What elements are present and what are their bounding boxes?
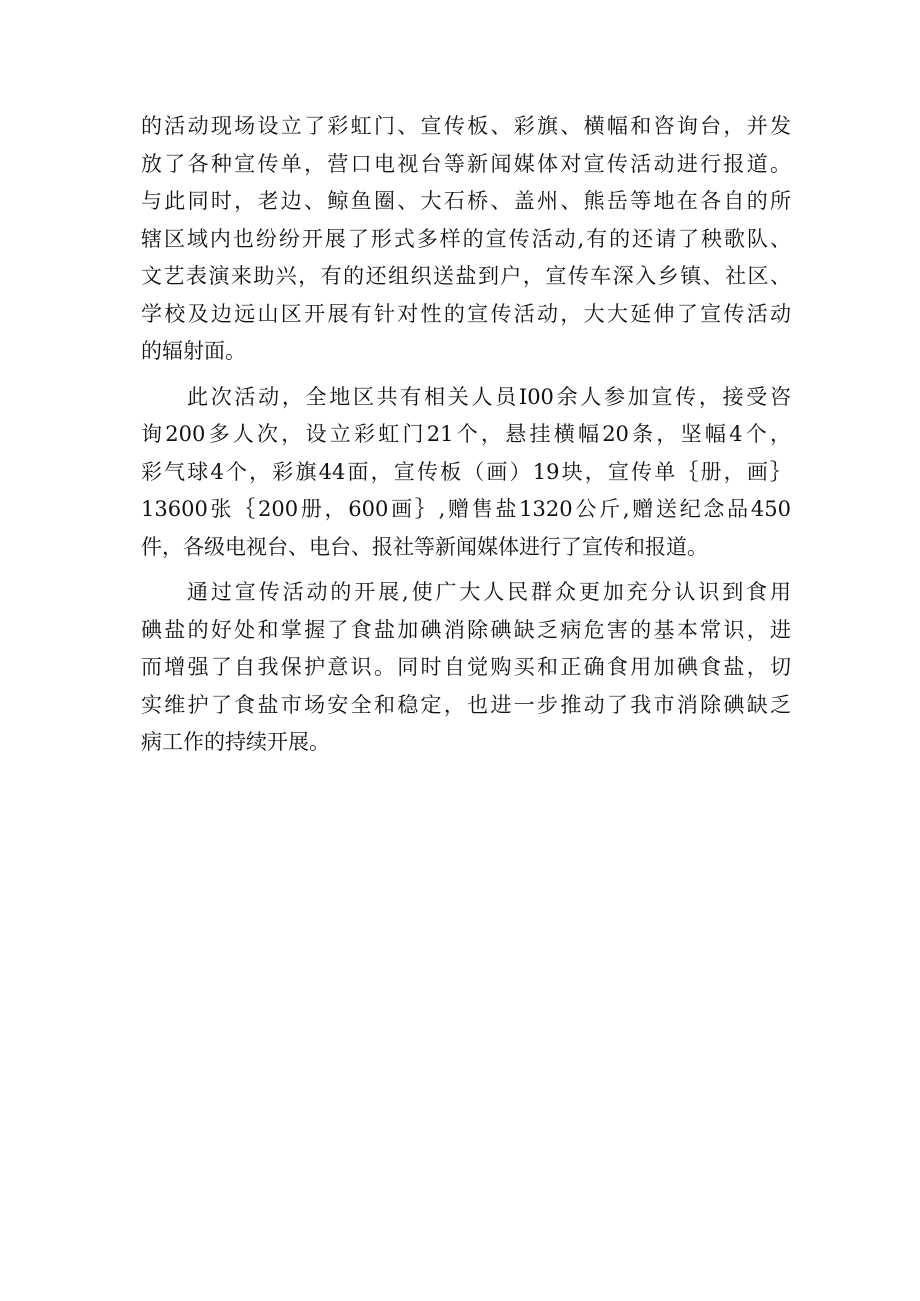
paragraph-line: 的活动现场设立了彩虹门、宣传板、彩旗、横幅和咨询台，并发	[141, 114, 791, 138]
paragraph-line: 学校及边远山区开展有针对性的宣传活动，大大延伸了宣传活动	[141, 301, 791, 326]
document-body	[141, 108, 791, 762]
paragraph-line: 询200多人次，设立彩虹门21个，悬挂横幅20条，坚幅4个，	[141, 422, 791, 446]
paragraph-gap	[141, 371, 791, 379]
paragraph-line: 放了各种宣传单，营口电视台等新闻媒体对宣传活动进行报道。	[141, 151, 791, 176]
paragraph-line: 病工作的持续开展。	[141, 730, 330, 754]
paragraph-line: 13600张｛200册，600画｝,赠售盐1320公斤,赠送纪念品450	[141, 497, 791, 521]
paragraph-gap	[141, 566, 791, 574]
paragraph-line: 实维护了食盐市场安全和稳定，也进一步推动了我市消除碘缺乏	[141, 692, 791, 717]
paragraph-line: 辖区域内也纷纷开展了形式多样的宣传活动,有的还请了秧歌队、	[141, 226, 791, 251]
paragraph	[141, 379, 791, 567]
paragraph-line: 与此同时，老边、鲸鱼圈、大石桥、盖州、熊岳等地在各自的所	[141, 189, 791, 213]
paragraph-line: 而增强了自我保护意识。同时自觉购买和正确食用加碘食盐，切	[141, 655, 791, 679]
paragraph-line: 的辐射面。	[141, 339, 246, 363]
paragraph	[141, 574, 791, 762]
paragraph-line: 文艺表演来助兴，有的还组织送盐到户，宣传车深入乡镇、社区、	[141, 264, 791, 288]
paragraph-line: 件，各级电视台、电台、报社等新闻媒体进行了宣传和报道。	[141, 534, 708, 559]
paragraph-line: 此次活动，全地区共有相关人员I00余人参加宣传，接受咨	[187, 384, 791, 409]
paragraph-line: 通过宣传活动的开展,使广大人民群众更加充分认识到食用	[187, 580, 791, 604]
paragraph	[141, 108, 791, 371]
paragraph-line: 碘盐的好处和掌握了食盐加碘消除碘缺乏病危害的基本常识，进	[141, 617, 791, 642]
paragraph-line: 彩气球4个，彩旗44面，宣传板（画）19块，宣传单｛册，画｝	[141, 459, 791, 484]
